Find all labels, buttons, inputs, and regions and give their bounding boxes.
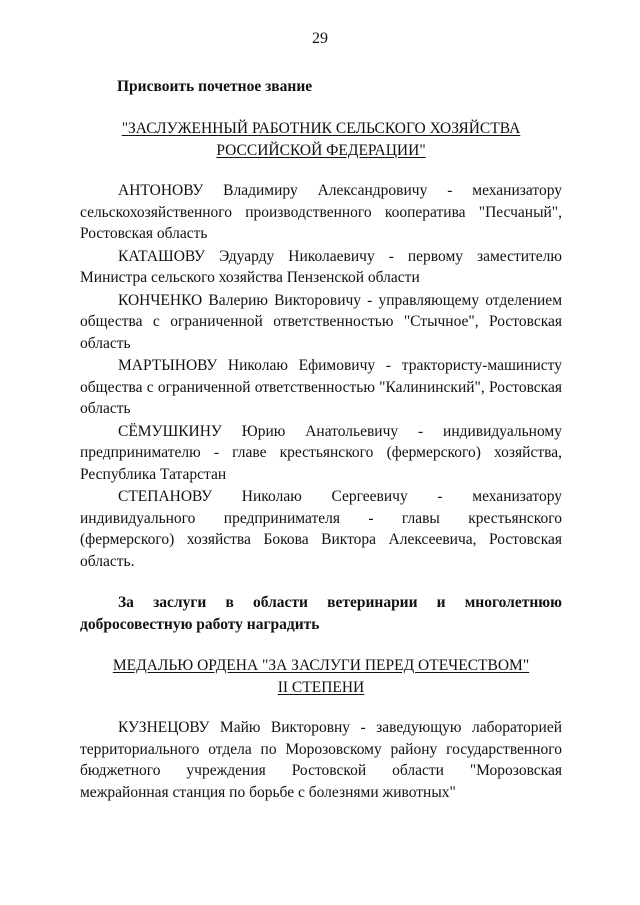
recipient-entry: СЁМУШКИНУ Юрию Анатольевичу - индивидуальному предпринимателю - главе крестьянского (фермерского) хозяйства, Республика Татарстан [80,422,562,483]
medal-title-line-1: МЕДАЛЬЮ ОРДЕНА "ЗА ЗАСЛУГИ ПЕРЕД ОТЕЧЕСТВОМ" [112,657,530,674]
recipient-entry: КАТАШОВУ Эдуарду Николаевичу - первому заместителю Министра сельского хозяйства Пензенской области [80,247,562,286]
recipient-entry: АНТОНОВУ Владимиру Александровичу - механизатору сельскохозяйственного производственного кооператива "Песчаный", Ростовская область [80,182,562,242]
page-number: 29 [312,30,328,47]
medal-intro: За заслуги в области ветеринарии и многолетнюю добросовестную работу наградить [80,594,562,633]
honorary-title-line-2: РОССИЙСКОЙ ФЕДЕРАЦИИ" [216,142,426,159]
award-intro: Присвоить почетное звание [117,78,313,95]
honorary-title-line-1: "ЗАСЛУЖЕННЫЙ РАБОТНИК СЕЛЬСКОГО ХОЗЯЙСТВА [121,120,521,137]
medal-title [80,655,562,699]
medal-recipient-list [80,717,562,804]
recipient-entry: КОНЧЕНКО Валерию Викторовичу - управляющему отделением общества с ограниченной ответственностью "Стычное", Ростовская область [80,291,562,352]
medal-title-line-2: II СТЕПЕНИ [277,679,365,696]
recipient-entry: МАРТЫНОВУ Николаю Ефимовичу - трактористу-машинисту общества с ограниченной ответственностью "Калининский", Ростовская область [80,357,562,417]
recipient-list [80,180,562,573]
recipient-entry: СТЕПАНОВУ Николаю Сергеевичу - механизатору индивидуального предпринимателя - главы крестьянского (фермерского) хозяйства Бокова Виктора Алексеевича, Ростовская область. [80,488,562,570]
recipient-entry: КУЗНЕЦОВУ Майю Викторовну - заведующую лабораторией территориального отдела по Морозовскому району государственного бюджетного учреждения Ростовской области "Морозовская межрайонная станция по борьбе с болезнями животных" [80,719,562,801]
honorary-title [80,118,562,162]
